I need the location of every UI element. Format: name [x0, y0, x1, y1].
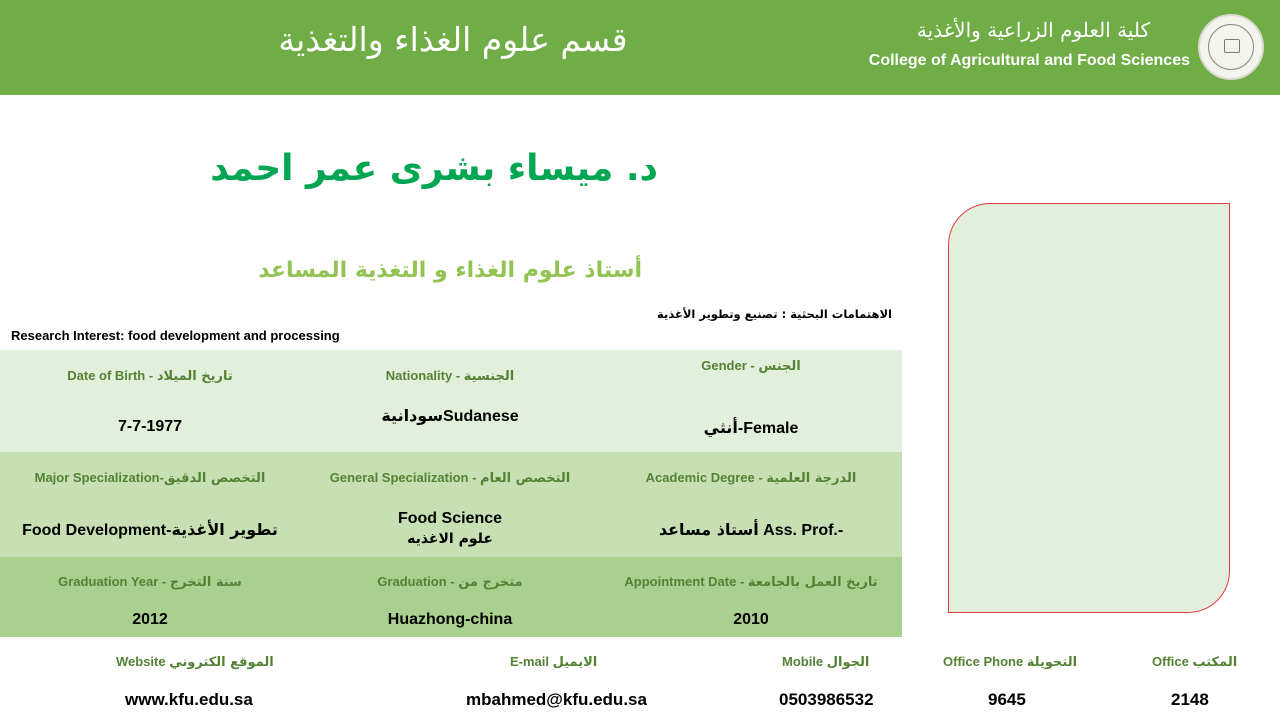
college-name-arabic: كلية العلوم الزراعية والأغذية [916, 18, 1150, 42]
gender-cell [600, 350, 902, 452]
email-label: E-mail الايميل [510, 654, 598, 670]
department-title: قسم علوم الغذاء والتغذية [278, 20, 628, 59]
graduation-label: Graduation - متخرج من [377, 574, 523, 590]
graduation-value: Huazhong-china [387, 611, 513, 628]
faculty-position: أستاذ علوم الغذاء و التغذية المساعد [258, 258, 642, 283]
office-phone-label: Office Phone التحويلة [943, 654, 1078, 670]
book-icon [1224, 39, 1240, 53]
college-name-english: College of Agricultural and Food Sciences [868, 52, 1190, 69]
graduation-year-label: Graduation Year - سنة التخرج [58, 574, 242, 590]
office-value: 2148 [1171, 690, 1209, 709]
email-link[interactable]: mbahmed@kfu.edu.sa [466, 690, 647, 709]
academic-degree-cell [600, 452, 902, 557]
appointment-date-label: Appointment Date - تاريخ العمل بالجامعة [624, 574, 878, 590]
major-specialization-label: Major Specialization-التخصص الدقيق [34, 470, 266, 486]
general-specialization-value-ar: علوم الاغذيه [407, 531, 493, 547]
graduation-year-value: 2012 [132, 611, 168, 628]
research-interest-english: Research Interest: food development and processing [11, 328, 340, 343]
appointment-date-value: 2010 [733, 611, 769, 628]
general-specialization-label: General Specialization - التخصص العام [329, 470, 571, 486]
header-bar [0, 0, 1280, 95]
nationality-cell [300, 350, 600, 452]
mobile-value[interactable]: 0503986532 [779, 690, 874, 709]
major-specialization-value: Food Development-تطوير الأغذية [22, 520, 278, 539]
general-specialization-cell [300, 452, 600, 557]
academic-degree-value: أستاذ مساعد Ass. Prof.- [658, 520, 844, 539]
office-label: Office المكتب [1152, 654, 1238, 670]
nationality-label: Nationality - الجنسية [385, 368, 515, 384]
website-link[interactable]: www.kfu.edu.sa [125, 690, 253, 709]
details-grid [0, 350, 902, 637]
academic-degree-label: Academic Degree - الدرجة العلمية [645, 470, 857, 486]
university-seal-icon [1198, 14, 1264, 80]
major-specialization-cell [0, 452, 300, 557]
details-row-academic [0, 452, 902, 557]
dob-label: Date of Birth - تاريخ الميلاد [67, 368, 233, 384]
dob-cell [0, 350, 300, 452]
graduation-cell [300, 557, 600, 637]
dob-value: 7-7-1977 [117, 418, 183, 435]
website-label: Website الموقع الكتروني [116, 654, 274, 670]
mobile-label: Mobile الجوال [782, 654, 870, 670]
research-interest-arabic: الاهتمامات البحثية : تصنيع وتطوير الأغذية [657, 307, 892, 321]
gender-label: Gender - الجنس [701, 358, 801, 374]
profile-photo-frame [948, 203, 1230, 613]
details-row-personal [0, 350, 902, 452]
nationality-value: سودانيةSudanese [381, 406, 519, 425]
faculty-name: د. ميساء بشرى عمر احمد [210, 148, 658, 189]
office-phone-value: 9645 [988, 690, 1026, 709]
details-row-employment [0, 557, 902, 637]
graduation-year-cell [0, 557, 300, 637]
general-specialization-value-en: Food Science [397, 510, 503, 527]
appointment-date-cell [600, 557, 902, 637]
gender-value: أنثي-Female [703, 418, 799, 437]
